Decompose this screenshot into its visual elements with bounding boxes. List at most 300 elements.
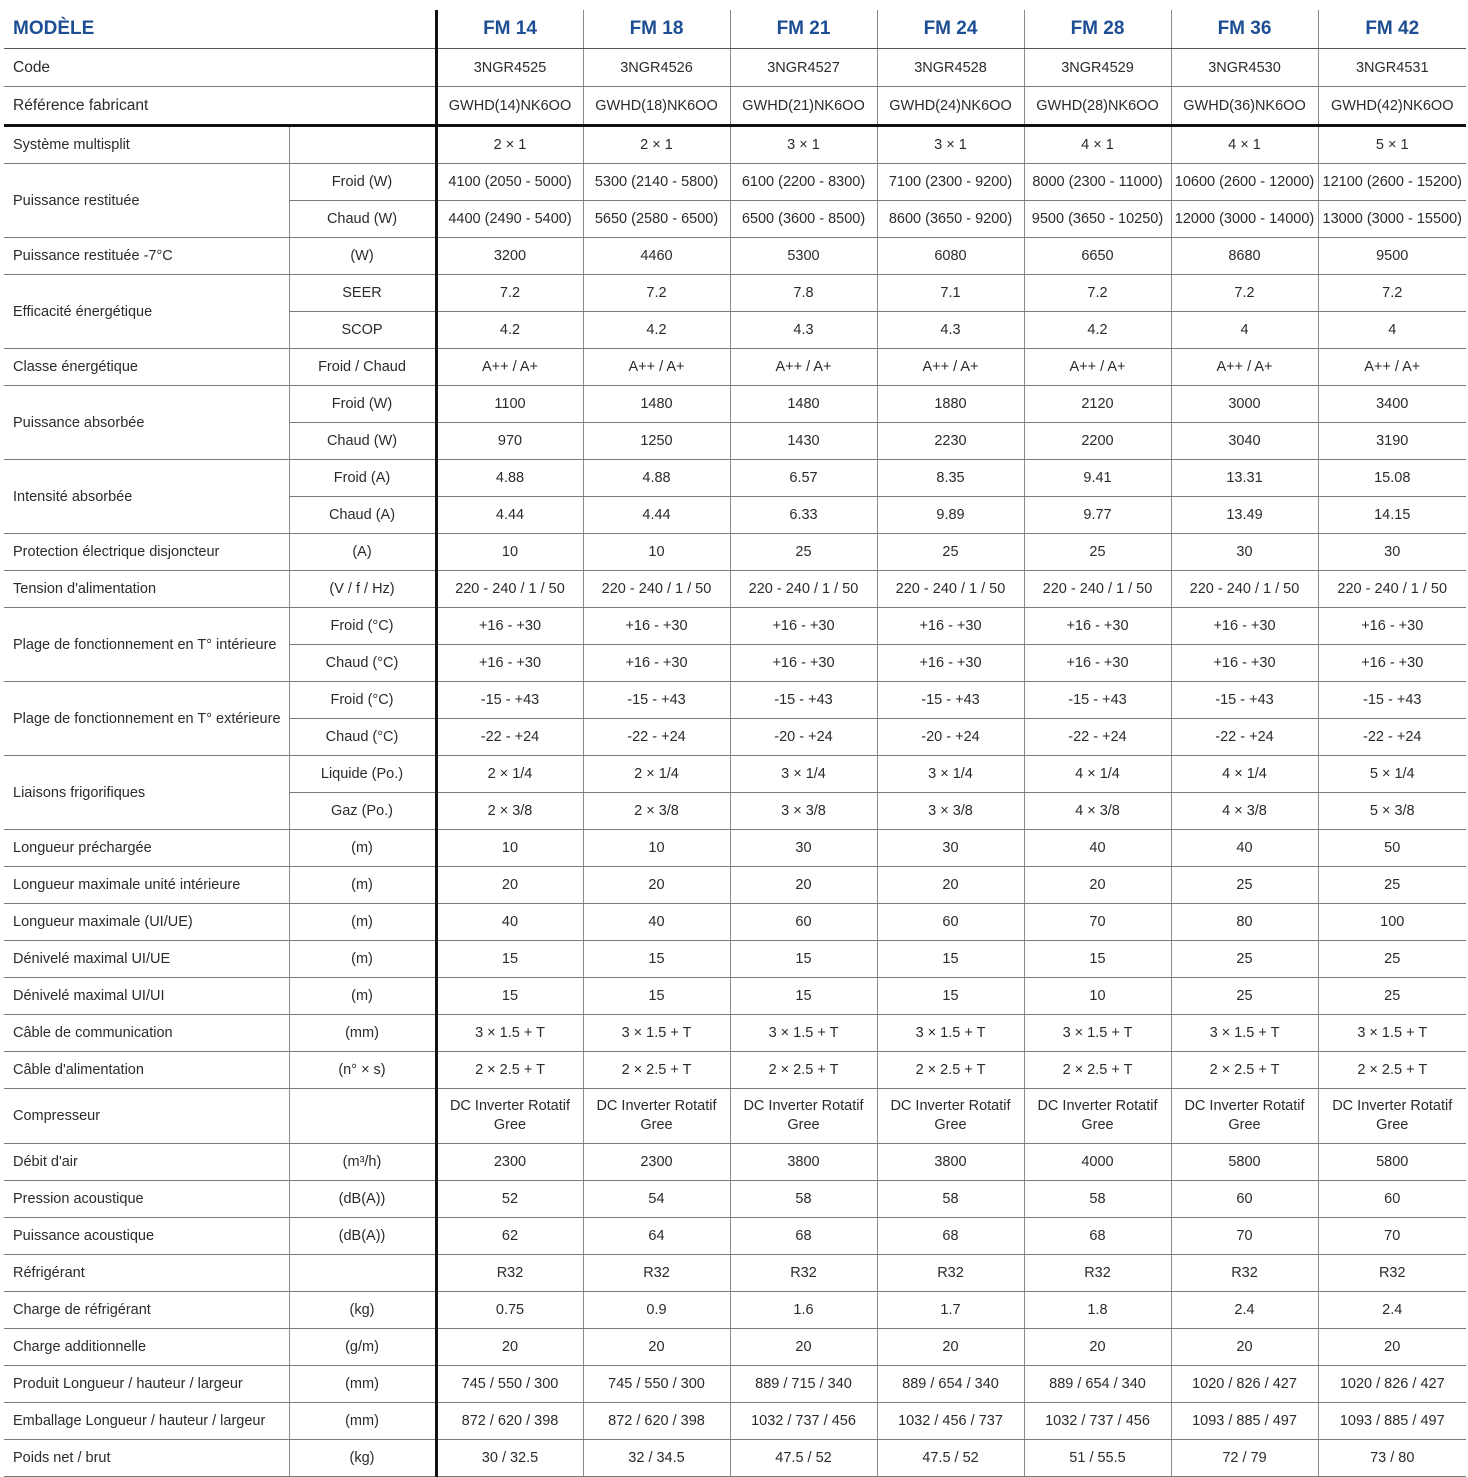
- cell-value: -22 - +24: [1171, 719, 1318, 756]
- cell-value: R32: [1024, 1255, 1171, 1292]
- cell-value: 4.88: [583, 460, 730, 497]
- cell-value: 4 × 1: [1171, 126, 1318, 164]
- cell-value: 20: [583, 867, 730, 904]
- model-name: FM 21: [730, 10, 877, 49]
- cell-value: 872 / 620 / 398: [583, 1403, 730, 1440]
- cell-value: 47.5 / 52: [877, 1440, 1024, 1477]
- cell-value: 6100 (2200 - 8300): [730, 164, 877, 201]
- cell-value: 5300 (2140 - 5800): [583, 164, 730, 201]
- cell-value: +16 - +30: [1024, 608, 1171, 645]
- cell-value: 3 × 1.5 + T: [1318, 1015, 1466, 1052]
- row-unit: (mm): [289, 1015, 436, 1052]
- cell-value: +16 - +30: [1318, 645, 1466, 682]
- cell-value: 9500: [1318, 238, 1466, 275]
- cell-value: 3800: [877, 1144, 1024, 1181]
- cell-value: 4.44: [583, 497, 730, 534]
- cell-value: 30: [877, 830, 1024, 867]
- cell-value: 25: [1171, 978, 1318, 1015]
- cell-value: 2230: [877, 423, 1024, 460]
- cell-value: 12100 (2600 - 15200): [1318, 164, 1466, 201]
- cell-value: 20: [1171, 1329, 1318, 1366]
- row-label: Charge de réfrigérant: [4, 1292, 289, 1329]
- cell-value: 4.2: [583, 312, 730, 349]
- cell-value: GWHD(18)NK6OO: [583, 87, 730, 126]
- cell-value: 4: [1171, 312, 1318, 349]
- row-unit: Chaud (W): [289, 423, 436, 460]
- cell-value: 4.2: [1024, 312, 1171, 349]
- cell-value: 64: [583, 1218, 730, 1255]
- cell-value: 20: [877, 867, 1024, 904]
- cell-value: 5800: [1318, 1144, 1466, 1181]
- cell-value: 4.3: [877, 312, 1024, 349]
- cell-value: 70: [1024, 904, 1171, 941]
- row-unit: (m): [289, 830, 436, 867]
- cell-value: 60: [1171, 1181, 1318, 1218]
- cell-value: +16 - +30: [1024, 645, 1171, 682]
- cell-value: 25: [1318, 978, 1466, 1015]
- cell-value: +16 - +30: [436, 645, 583, 682]
- cell-value: 15.08: [1318, 460, 1466, 497]
- spec-row: [4, 830, 1466, 867]
- row-label: Compresseur: [4, 1089, 289, 1144]
- row-unit: (mm): [289, 1366, 436, 1403]
- cell-value: 15: [436, 941, 583, 978]
- cell-value: 2 × 2.5 + T: [730, 1052, 877, 1089]
- cell-value: 60: [1318, 1181, 1466, 1218]
- spec-row: [4, 1218, 1466, 1255]
- cell-value: 2 × 3/8: [436, 793, 583, 830]
- cell-value: 220 - 240 / 1 / 50: [877, 571, 1024, 608]
- spec-row: [4, 1403, 1466, 1440]
- spec-row: [4, 904, 1466, 941]
- cell-value: 2 × 1/4: [436, 756, 583, 793]
- spec-row: [4, 1089, 1466, 1144]
- row-unit: Froid (W): [289, 164, 436, 201]
- cell-value: 1032 / 737 / 456: [1024, 1403, 1171, 1440]
- cell-value: 13.31: [1171, 460, 1318, 497]
- spec-row: [4, 1181, 1466, 1218]
- cell-value: 2 × 2.5 + T: [877, 1052, 1024, 1089]
- cell-value: A++ / A+: [730, 349, 877, 386]
- cell-value: 20: [730, 1329, 877, 1366]
- cell-value: 1093 / 885 / 497: [1171, 1403, 1318, 1440]
- cell-value: 220 - 240 / 1 / 50: [1171, 571, 1318, 608]
- row-unit: (m³/h): [289, 1144, 436, 1181]
- cell-value: 4 × 1/4: [1171, 756, 1318, 793]
- row-unit: (kg): [289, 1440, 436, 1477]
- cell-value: -15 - +43: [436, 682, 583, 719]
- model-name: FM 18: [583, 10, 730, 49]
- row-label: Poids net / brut: [4, 1440, 289, 1477]
- cell-value: 5 × 1/4: [1318, 756, 1466, 793]
- row-unit: Froid (A): [289, 460, 436, 497]
- spec-row: [4, 1015, 1466, 1052]
- cell-value: -15 - +43: [583, 682, 730, 719]
- spec-row: [4, 534, 1466, 571]
- cell-value: 3NGR4531: [1318, 49, 1466, 87]
- cell-value: GWHD(14)NK6OO: [436, 87, 583, 126]
- cell-value: 25: [1024, 534, 1171, 571]
- cell-value: 3NGR4528: [877, 49, 1024, 87]
- cell-value: -22 - +24: [1024, 719, 1171, 756]
- cell-value: 2 × 2.5 + T: [436, 1052, 583, 1089]
- cell-value: 7.2: [583, 275, 730, 312]
- cell-value: 54: [583, 1181, 730, 1218]
- cell-value: 220 - 240 / 1 / 50: [730, 571, 877, 608]
- row-label: Câble de communication: [4, 1015, 289, 1052]
- cell-value: 58: [730, 1181, 877, 1218]
- cell-value: 13000 (3000 - 15500): [1318, 201, 1466, 238]
- row-label: Charge additionnelle: [4, 1329, 289, 1366]
- cell-value: 9500 (3650 - 10250): [1024, 201, 1171, 238]
- cell-value: 8680: [1171, 238, 1318, 275]
- cell-value: 20: [1024, 867, 1171, 904]
- cell-value: 3400: [1318, 386, 1466, 423]
- cell-value: 4.44: [436, 497, 583, 534]
- cell-value: 3 × 1.5 + T: [436, 1015, 583, 1052]
- cell-value: DC Inverter Rotatif Gree: [877, 1089, 1024, 1144]
- cell-value: DC Inverter Rotatif Gree: [1171, 1089, 1318, 1144]
- row-unit: (A): [289, 534, 436, 571]
- cell-value: 1880: [877, 386, 1024, 423]
- spec-row: [4, 1440, 1466, 1477]
- cell-value: 20: [436, 1329, 583, 1366]
- cell-value: 25: [877, 534, 1024, 571]
- cell-value: 220 - 240 / 1 / 50: [436, 571, 583, 608]
- cell-value: 8000 (2300 - 11000): [1024, 164, 1171, 201]
- cell-value: 5 × 1: [1318, 126, 1466, 164]
- cell-value: +16 - +30: [1171, 645, 1318, 682]
- row-label: Longueur maximale unité intérieure: [4, 867, 289, 904]
- row-unit: Chaud (°C): [289, 719, 436, 756]
- cell-value: 10: [1024, 978, 1171, 1015]
- cell-value: 7.1: [877, 275, 1024, 312]
- row-label: Longueur maximale (UI/UE): [4, 904, 289, 941]
- cell-value: 2 × 1/4: [583, 756, 730, 793]
- cell-value: 220 - 240 / 1 / 50: [1024, 571, 1171, 608]
- cell-value: -15 - +43: [1318, 682, 1466, 719]
- model-name: FM 28: [1024, 10, 1171, 49]
- row-label: Réfrigérant: [4, 1255, 289, 1292]
- row-label: Longueur préchargée: [4, 830, 289, 867]
- row-unit: (dB(A)): [289, 1181, 436, 1218]
- row-label: Puissance restituée -7°C: [4, 238, 289, 275]
- cell-value: 12000 (3000 - 14000): [1171, 201, 1318, 238]
- cell-value: +16 - +30: [730, 608, 877, 645]
- cell-value: 2300: [436, 1144, 583, 1181]
- cell-value: 889 / 654 / 340: [877, 1366, 1024, 1403]
- cell-value: 7.2: [1171, 275, 1318, 312]
- cell-value: 4000: [1024, 1144, 1171, 1181]
- cell-value: 745 / 550 / 300: [583, 1366, 730, 1403]
- row-label: Tension d'alimentation: [4, 571, 289, 608]
- spec-row: [4, 1052, 1466, 1089]
- cell-value: +16 - +30: [436, 608, 583, 645]
- cell-value: 80: [1171, 904, 1318, 941]
- row-unit: SCOP: [289, 312, 436, 349]
- cell-value: 20: [877, 1329, 1024, 1366]
- spec-row: [4, 608, 1466, 645]
- cell-value: -15 - +43: [730, 682, 877, 719]
- row-unit: Liquide (Po.): [289, 756, 436, 793]
- cell-value: +16 - +30: [583, 645, 730, 682]
- cell-value: 60: [877, 904, 1024, 941]
- cell-value: R32: [1171, 1255, 1318, 1292]
- cell-value: 7.2: [1318, 275, 1466, 312]
- cell-value: 72 / 79: [1171, 1440, 1318, 1477]
- cell-value: 3190: [1318, 423, 1466, 460]
- cell-value: 220 - 240 / 1 / 50: [583, 571, 730, 608]
- cell-value: 100: [1318, 904, 1466, 941]
- cell-value: +16 - +30: [1318, 608, 1466, 645]
- cell-value: 1100: [436, 386, 583, 423]
- cell-value: -22 - +24: [583, 719, 730, 756]
- spec-row: [4, 978, 1466, 1015]
- cell-value: 7.8: [730, 275, 877, 312]
- cell-value: 4100 (2050 - 5000): [436, 164, 583, 201]
- cell-value: 3 × 1/4: [877, 756, 1024, 793]
- cell-value: 4: [1318, 312, 1466, 349]
- cell-value: 1.8: [1024, 1292, 1171, 1329]
- cell-value: +16 - +30: [1171, 608, 1318, 645]
- cell-value: 47.5 / 52: [730, 1440, 877, 1477]
- cell-value: A++ / A+: [877, 349, 1024, 386]
- spec-row: [4, 1329, 1466, 1366]
- cell-value: 5650 (2580 - 6500): [583, 201, 730, 238]
- cell-value: 2 × 1: [583, 126, 730, 164]
- cell-value: 4.2: [436, 312, 583, 349]
- cell-value: 2 × 2.5 + T: [1171, 1052, 1318, 1089]
- cell-value: -15 - +43: [1171, 682, 1318, 719]
- cell-value: 40: [583, 904, 730, 941]
- model-name: FM 14: [436, 10, 583, 49]
- cell-value: 15: [583, 978, 730, 1015]
- cell-value: 25: [1318, 941, 1466, 978]
- cell-value: 3 × 1.5 + T: [730, 1015, 877, 1052]
- row-unit: Chaud (°C): [289, 645, 436, 682]
- row-label: Puissance acoustique: [4, 1218, 289, 1255]
- cell-value: 62: [436, 1218, 583, 1255]
- cell-value: 6.33: [730, 497, 877, 534]
- row-label: Puissance absorbée: [4, 386, 289, 460]
- cell-value: 889 / 654 / 340: [1024, 1366, 1171, 1403]
- cell-value: 1480: [583, 386, 730, 423]
- cell-value: 1020 / 826 / 427: [1318, 1366, 1466, 1403]
- cell-value: 2.4: [1171, 1292, 1318, 1329]
- cell-value: 60: [730, 904, 877, 941]
- cell-value: 32 / 34.5: [583, 1440, 730, 1477]
- spec-row: [4, 349, 1466, 386]
- spec-table: [4, 10, 1466, 1477]
- spec-row: [4, 126, 1466, 164]
- cell-value: A++ / A+: [583, 349, 730, 386]
- cell-value: 15: [436, 978, 583, 1015]
- row-unit: (m): [289, 941, 436, 978]
- cell-value: 4400 (2490 - 5400): [436, 201, 583, 238]
- cell-value: 2 × 3/8: [583, 793, 730, 830]
- cell-value: R32: [436, 1255, 583, 1292]
- cell-value: 68: [730, 1218, 877, 1255]
- spec-row: [4, 460, 1466, 497]
- model-name: FM 24: [877, 10, 1024, 49]
- row-label: Dénivelé maximal UI/UE: [4, 941, 289, 978]
- cell-value: -22 - +24: [1318, 719, 1466, 756]
- cell-value: 3NGR4529: [1024, 49, 1171, 87]
- cell-value: 4 × 1: [1024, 126, 1171, 164]
- cell-value: 3 × 1/4: [730, 756, 877, 793]
- row-unit: Froid (°C): [289, 682, 436, 719]
- spec-row: [4, 682, 1466, 719]
- model-name: FM 36: [1171, 10, 1318, 49]
- cell-value: 30: [1171, 534, 1318, 571]
- cell-value: 3 × 1.5 + T: [1171, 1015, 1318, 1052]
- cell-value: 15: [877, 978, 1024, 1015]
- cell-value: A++ / A+: [1024, 349, 1171, 386]
- cell-value: 8600 (3650 - 9200): [877, 201, 1024, 238]
- cell-value: 1032 / 456 / 737: [877, 1403, 1024, 1440]
- cell-value: 3000: [1171, 386, 1318, 423]
- row-unit: (W): [289, 238, 436, 275]
- cell-value: 220 - 240 / 1 / 50: [1318, 571, 1466, 608]
- cell-value: 2 × 2.5 + T: [1318, 1052, 1466, 1089]
- cell-value: 9.77: [1024, 497, 1171, 534]
- cell-value: GWHD(28)NK6OO: [1024, 87, 1171, 126]
- cell-value: 13.49: [1171, 497, 1318, 534]
- cell-value: 3 × 1.5 + T: [877, 1015, 1024, 1052]
- cell-value: 70: [1171, 1218, 1318, 1255]
- cell-value: 889 / 715 / 340: [730, 1366, 877, 1403]
- cell-value: DC Inverter Rotatif Gree: [730, 1089, 877, 1144]
- row-unit: (kg): [289, 1292, 436, 1329]
- row-label: Puissance restituée: [4, 164, 289, 238]
- cell-value: 1.6: [730, 1292, 877, 1329]
- cell-value: 4 × 1/4: [1024, 756, 1171, 793]
- row-label: Débit d'air: [4, 1144, 289, 1181]
- cell-value: GWHD(24)NK6OO: [877, 87, 1024, 126]
- row-label: Intensité absorbée: [4, 460, 289, 534]
- cell-value: 5800: [1171, 1144, 1318, 1181]
- cell-value: R32: [877, 1255, 1024, 1292]
- cell-value: R32: [583, 1255, 730, 1292]
- cell-value: 970: [436, 423, 583, 460]
- row-label: Câble d'alimentation: [4, 1052, 289, 1089]
- cell-value: 5 × 3/8: [1318, 793, 1466, 830]
- cell-value: 3 × 3/8: [877, 793, 1024, 830]
- cell-value: 3 × 3/8: [730, 793, 877, 830]
- cell-value: 4 × 3/8: [1171, 793, 1318, 830]
- cell-value: 6080: [877, 238, 1024, 275]
- spec-row: [4, 1292, 1466, 1329]
- cell-value: 4.3: [730, 312, 877, 349]
- cell-value: 2 × 1: [436, 126, 583, 164]
- cell-value: 4460: [583, 238, 730, 275]
- cell-value: -15 - +43: [877, 682, 1024, 719]
- spec-row: [4, 1144, 1466, 1181]
- row-unit: SEER: [289, 275, 436, 312]
- cell-value: 58: [1024, 1181, 1171, 1218]
- row-label: Pression acoustique: [4, 1181, 289, 1218]
- row-unit: (n° × s): [289, 1052, 436, 1089]
- cell-value: 8.35: [877, 460, 1024, 497]
- row-unit: (mm): [289, 1403, 436, 1440]
- row-unit: Froid (W): [289, 386, 436, 423]
- row-unit: [289, 1255, 436, 1292]
- cell-value: 25: [1171, 941, 1318, 978]
- cell-value: 51 / 55.5: [1024, 1440, 1171, 1477]
- row-label: Référence fabricant: [4, 87, 436, 126]
- cell-value: -15 - +43: [1024, 682, 1171, 719]
- cell-value: 20: [1318, 1329, 1466, 1366]
- cell-value: 15: [1024, 941, 1171, 978]
- cell-value: 9.89: [877, 497, 1024, 534]
- cell-value: 0.9: [583, 1292, 730, 1329]
- cell-value: +16 - +30: [730, 645, 877, 682]
- row-unit: (V / f / Hz): [289, 571, 436, 608]
- cell-value: 1.7: [877, 1292, 1024, 1329]
- cell-value: 3200: [436, 238, 583, 275]
- row-label: Efficacité énergétique: [4, 275, 289, 349]
- cell-value: 15: [583, 941, 730, 978]
- cell-value: 10600 (2600 - 12000): [1171, 164, 1318, 201]
- cell-value: 3 × 1.5 + T: [583, 1015, 730, 1052]
- cell-value: 6.57: [730, 460, 877, 497]
- model-name: FM 42: [1318, 10, 1466, 49]
- cell-value: 2120: [1024, 386, 1171, 423]
- cell-value: 3 × 1: [877, 126, 1024, 164]
- cell-value: 40: [1024, 830, 1171, 867]
- cell-value: 40: [436, 904, 583, 941]
- spec-row: [4, 1255, 1466, 1292]
- cell-value: 3 × 1: [730, 126, 877, 164]
- cell-value: R32: [1318, 1255, 1466, 1292]
- cell-value: DC Inverter Rotatif Gree: [1318, 1089, 1466, 1144]
- model-header-row: [4, 10, 1466, 49]
- row-label: Classe énergétique: [4, 349, 289, 386]
- cell-value: 40: [1171, 830, 1318, 867]
- cell-value: 25: [1171, 867, 1318, 904]
- cell-value: 20: [1024, 1329, 1171, 1366]
- cell-value: 15: [730, 978, 877, 1015]
- cell-value: 4 × 3/8: [1024, 793, 1171, 830]
- cell-value: DC Inverter Rotatif Gree: [1024, 1089, 1171, 1144]
- row-label: Code: [4, 49, 436, 87]
- model-header-label: MODÈLE: [4, 10, 436, 49]
- cell-value: 15: [730, 941, 877, 978]
- cell-value: DC Inverter Rotatif Gree: [583, 1089, 730, 1144]
- row-label: Produit Longueur / hauteur / largeur: [4, 1366, 289, 1403]
- cell-value: 14.15: [1318, 497, 1466, 534]
- cell-value: R32: [730, 1255, 877, 1292]
- row-unit: [289, 126, 436, 164]
- cell-value: 3040: [1171, 423, 1318, 460]
- row-label: Protection électrique disjoncteur: [4, 534, 289, 571]
- cell-value: 7100 (2300 - 9200): [877, 164, 1024, 201]
- cell-value: GWHD(21)NK6OO: [730, 87, 877, 126]
- cell-value: 6500 (3600 - 8500): [730, 201, 877, 238]
- cell-value: 5300: [730, 238, 877, 275]
- cell-value: GWHD(36)NK6OO: [1171, 87, 1318, 126]
- cell-value: 3800: [730, 1144, 877, 1181]
- cell-value: 1032 / 737 / 456: [730, 1403, 877, 1440]
- cell-value: 2300: [583, 1144, 730, 1181]
- spec-row: [4, 238, 1466, 275]
- cell-value: 30: [1318, 534, 1466, 571]
- cell-value: 2.4: [1318, 1292, 1466, 1329]
- cell-value: 70: [1318, 1218, 1466, 1255]
- cell-value: +16 - +30: [877, 608, 1024, 645]
- row-unit: (m): [289, 978, 436, 1015]
- cell-value: DC Inverter Rotatif Gree: [436, 1089, 583, 1144]
